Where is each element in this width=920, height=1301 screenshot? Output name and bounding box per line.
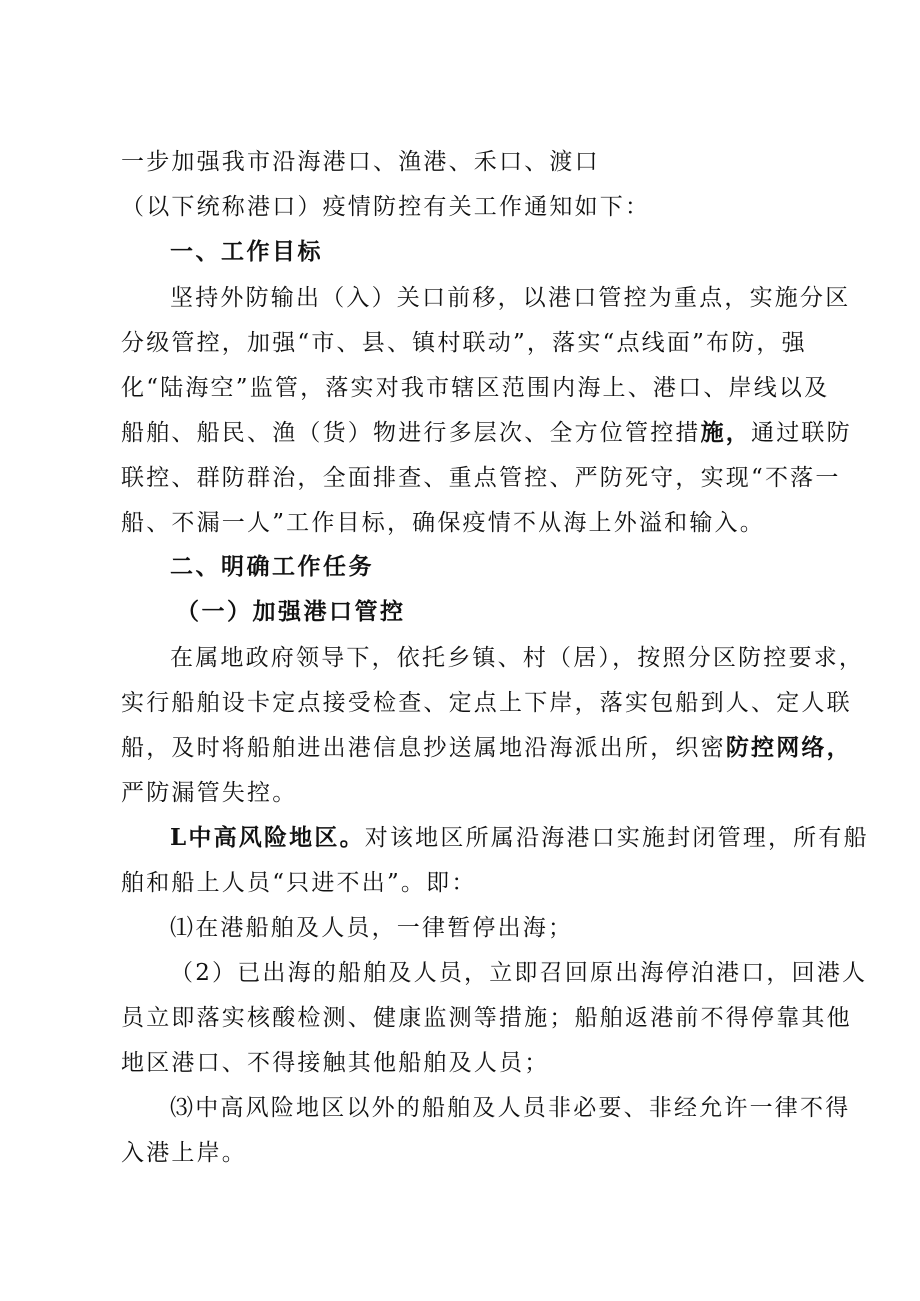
- paragraph-line: [121, 463, 841, 493]
- paragraph-line: [170, 643, 864, 673]
- bold-text-run: L中高风险地区。: [170, 824, 365, 851]
- list-item-line: [170, 958, 867, 988]
- text-run: 分级管控，加强“市、县、镇村联动”，落实“点线面”布防，强: [121, 330, 807, 356]
- paragraph-line: [121, 733, 852, 763]
- bold-text-run: 防控网络，: [725, 734, 852, 761]
- paragraph-line: [121, 1048, 549, 1078]
- heading-text: 一、工作目标: [170, 238, 323, 265]
- text-run: （以下统称港口）疫情防控有关工作通知如下：: [121, 194, 651, 220]
- text-run: 员立即落实核酸检测、健康监测等措施；船舶返港前不得停靠其他: [121, 1005, 852, 1031]
- text-run: 化“陆海空”监管，落实对我市辖区范围内海上、港口、岸线以及: [121, 375, 830, 401]
- paragraph-line: [170, 283, 850, 313]
- text-run: （2）已出海的船舶及人员，立即召回原出海停泊港口，回港人: [170, 960, 868, 986]
- paragraph-line: [121, 147, 600, 177]
- bold-text-run: 施，: [700, 419, 752, 446]
- text-run: 一步加强我市沿海港口、渔港、禾口、渡口: [121, 149, 600, 175]
- text-run: 对该地区所属沿海港口实施封闭管理，所有船: [364, 825, 869, 851]
- paragraph-line: [121, 688, 852, 718]
- text-run: 船，及时将船舶进出港信息抄送属地沿海派出所，织密: [121, 735, 726, 761]
- text-run: 船舶、船民、渔（货）物进行多层次、全方位管控措: [121, 420, 701, 446]
- paragraph-line: [121, 418, 852, 448]
- text-run: ⑴在港船舶及人员，一律暂停出海；: [170, 915, 574, 941]
- section-heading: [170, 237, 323, 267]
- section-heading: [170, 552, 374, 582]
- text-run: 坚持外防输出（入）关口前移，以港口管控为重点，实施分区: [170, 285, 851, 311]
- paragraph-line: [121, 508, 765, 538]
- subsection-heading: [176, 597, 406, 627]
- paragraph-line: [121, 1003, 852, 1033]
- paragraph-line: [121, 328, 807, 358]
- paragraph-line: [121, 192, 650, 222]
- heading-text: 二、明确工作任务: [170, 553, 374, 580]
- text-run: 实行船舶设卡定点接受检查、定点上下岸，落实包船到人、定人联: [121, 690, 852, 716]
- text-run: 入港上岸。: [121, 1140, 247, 1166]
- text-run: 地区港口、不得接触其他船舶及人员；: [121, 1050, 550, 1076]
- list-item-line: [170, 1093, 850, 1123]
- text-run: 在属地政府领导下，依托乡镇、村（居），按照分区防控要求，: [170, 645, 865, 671]
- paragraph-line: [170, 823, 869, 853]
- heading-text: （一）加强港口管控: [176, 598, 406, 625]
- paragraph-line: [121, 778, 297, 808]
- text-run: 船、不漏一人”工作目标，确保疫情不从海上外溢和输入。: [121, 510, 765, 536]
- text-run: 严防漏管失控。: [121, 780, 298, 806]
- text-run: 通过联防: [751, 420, 852, 446]
- paragraph-line: [121, 868, 477, 898]
- list-item-line: [170, 913, 573, 943]
- text-run: 舶和船上人员“只进不出”。即：: [121, 870, 477, 896]
- paragraph-line: [121, 1138, 247, 1168]
- text-run: 联控、群防群治，全面排查、重点管控、严防死守，实现“不落一: [121, 465, 841, 491]
- text-run: ⑶中高风险地区以外的船舶及人员非必要、非经允许一律不得: [170, 1095, 851, 1121]
- paragraph-line: [121, 373, 829, 403]
